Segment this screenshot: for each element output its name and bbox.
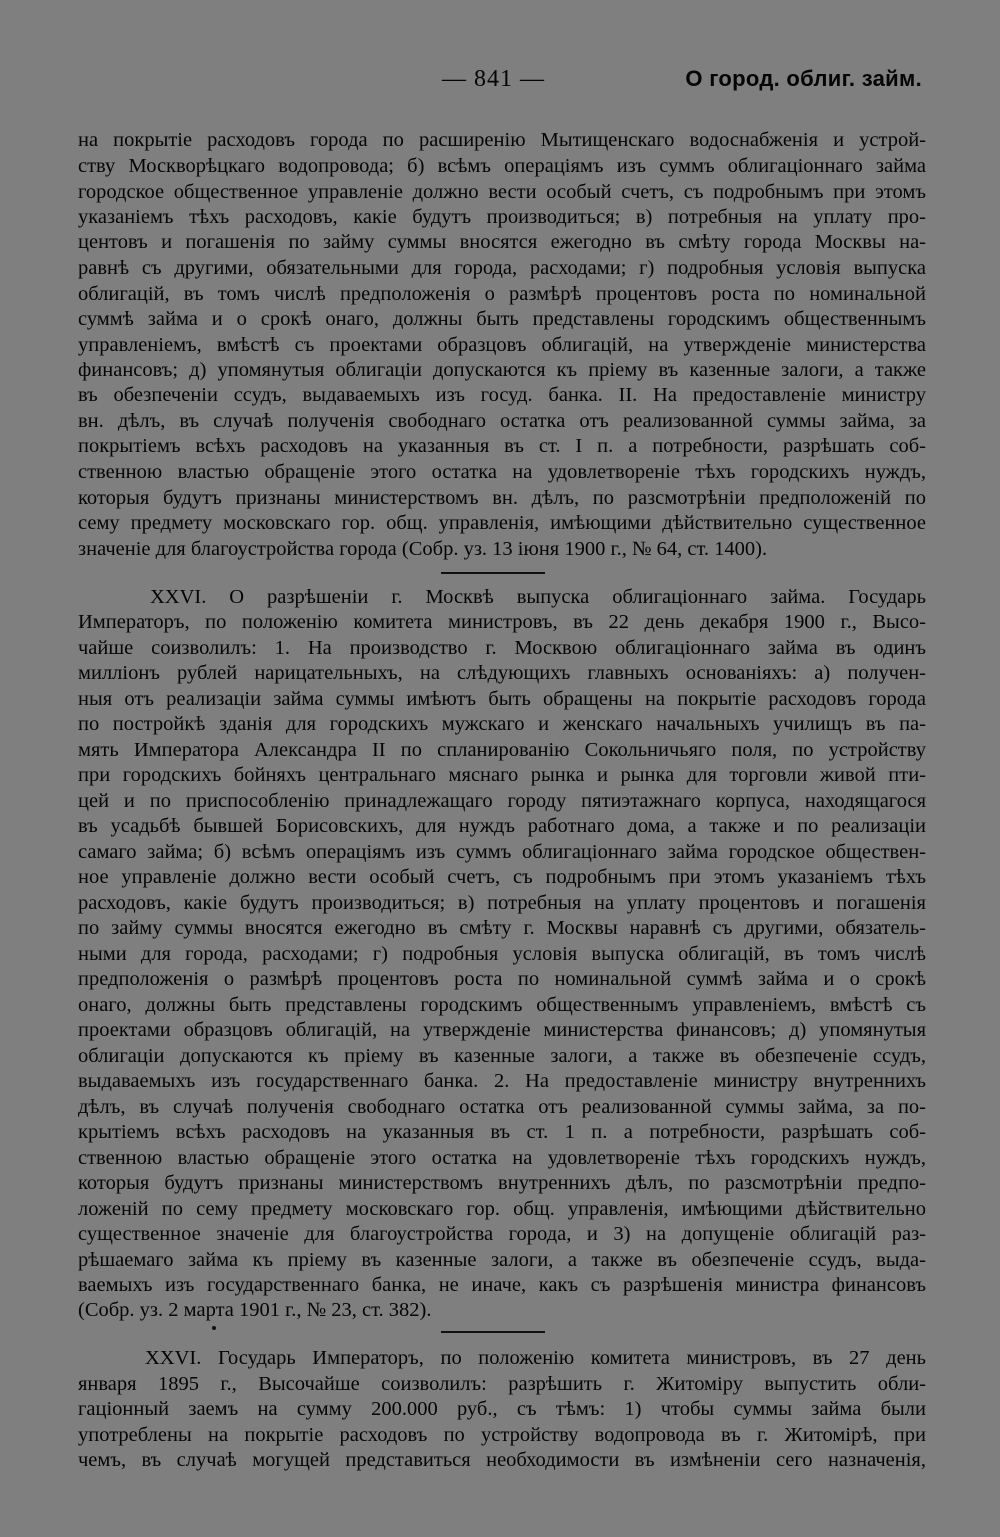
- text-line: цей и по приспособленію принадлежащаго городу пятиэтажнаго корпуса, находящагося: [78, 790, 926, 812]
- text-line: Императоръ, по положенію комитета министровъ, въ 22 день декабря 1900 г., Высо-: [78, 611, 926, 633]
- text-line: проектами образцовъ облигацій, на утвержденіе министерства финансовъ; д) упомянутыя: [78, 1019, 926, 1041]
- section-divider: [441, 572, 545, 574]
- text-line: которыя будутъ признаны министерствомъ внутреннихъ дѣлъ, по разсмотрѣніи предпо-: [78, 1172, 926, 1194]
- text-line: значеніе для благоустройства города (Собр. уз. 13 іюня 1900 г., № 64, ст. 1400).: [78, 538, 768, 560]
- page-header: [78, 66, 926, 102]
- text-line: указаніемъ тѣхъ расходовъ, какіе будутъ производиться; в) потребныя на уплату про-: [78, 206, 926, 228]
- text-line: которыя будутъ признаны министерствомъ вн. дѣлъ, по разсмотрѣніи предположеній по: [78, 487, 926, 509]
- text-line: покрытіемъ всѣхъ расходовъ на указанныя въ ст. I п. а потребности, разрѣшать соб-: [78, 435, 926, 457]
- text-line: ныя отъ реализаціи займа суммы имѣютъ быть обращены на покрытіе расходовъ города: [78, 688, 926, 710]
- text-line: финансовъ; д) упомянутыя облигаціи допускаются къ пріему въ казенные залоги, а также: [78, 359, 926, 381]
- text-line: суммѣ займа и о срокѣ онаго, должны быть представлены городскимъ общественнымъ: [78, 308, 926, 330]
- text-line: рѣшаемаго займа къ пріему въ казенные залоги, а также въ обезпеченіе ссудъ, выда-: [78, 1249, 926, 1271]
- text-line: чайше соизволилъ: 1. На производство г. Москвою облигаціоннаго займа въ одинъ: [78, 637, 926, 659]
- text-line: ству Москворѣцкаго водопровода; б) всѣмъ операціямъ изъ суммъ облигаціоннаго займа: [78, 155, 926, 177]
- text-line: ственною властью обращеніе этого остатка на удовлетвореніе тѣхъ городскихъ нуждъ,: [78, 461, 926, 483]
- text-line: (Собр. уз. 2 марта 1901 г., № 23, ст. 382).: [78, 1299, 432, 1321]
- page-number: — 841 —: [442, 66, 545, 92]
- text-line: въ обезпеченіи ссудъ, выдаваемыхъ изъ госуд. банка. II. На предоставленіе министру: [78, 384, 926, 406]
- text-line: чемъ, въ случаѣ могущей представиться необходимости въ измѣненіи сего назначенія,: [78, 1449, 926, 1471]
- text-line: милліонъ рублей нарицательныхъ, на слѣдующихъ главныхъ основаніяхъ: а) получен-: [78, 662, 926, 684]
- text-line: облигацій, въ томъ числѣ предположенія о размѣрѣ процентовъ роста по номинальной: [78, 283, 926, 305]
- text-line: января 1895 г., Высочайше соизволилъ: разрѣшить г. Житоміру выпустить обли-: [78, 1373, 926, 1395]
- text-line: городское общественное управленіе должно вести особый счетъ, съ подробнымъ при этомъ: [78, 181, 926, 203]
- text-line: управленіемъ, вмѣстѣ съ проектами образцовъ облигацій, на утвержденіе министерства: [78, 334, 926, 356]
- text-line: ложеній по сему предмету московскаго гор. общ. управленія, имѣющими дѣйствительно: [78, 1198, 926, 1220]
- section-heading-line: XXVI. О разрѣшеніи г. Москвѣ выпуска облигаціоннаго займа. Государь: [150, 586, 926, 608]
- text-line: облигаціи допускаются къ пріему въ казенные залоги, а также въ обезпеченіе ссудъ,: [78, 1045, 926, 1067]
- text-line: на покрытіе расходовъ города по расширенію Мытищенскаго водоснабженія и устрой-: [78, 129, 926, 151]
- text-line: самаго займа; б) всѣмъ операціямъ изъ суммъ облигаціоннаго займа городское обществен-: [78, 841, 926, 863]
- text-line: вн. дѣлъ, въ случаѣ полученія свободнаго остатка отъ реализованной суммы займа, за: [78, 410, 926, 432]
- text-line: центовъ и погашенія по займу суммы вносятся ежегодно въ смѣту города Москвы на-: [78, 231, 926, 253]
- text-line: по постройкѣ зданія для городскихъ мужскаго и женскаго начальныхъ училищъ въ па-: [78, 713, 926, 735]
- text-line: въ усадьбѣ бывшей Борисовскихъ, для нуждъ работнаго дома, а также и по реализаціи: [78, 815, 926, 837]
- text-line: дѣлъ, въ случаѣ полученія свободнаго остатка отъ реализованной суммы займа, за по-: [78, 1096, 926, 1118]
- text-line: ное управленіе должно вести особый счетъ, съ подробнымъ при этомъ указаніемъ тѣхъ: [78, 866, 926, 888]
- section-heading-line: XXVI. Государь Императоръ, по положенію комитета министровъ, въ 27 день: [145, 1347, 926, 1369]
- text-line: употреблены на покрытіе расходовъ по устройству водопровода въ г. Житомірѣ, при: [78, 1424, 926, 1446]
- text-line: крытіемъ всѣхъ расходовъ на указанныя въ ст. 1 п. а потребности, разрѣшать соб-: [78, 1121, 926, 1143]
- text-line: расходовъ, какіе будутъ производиться; в) потребныя на уплату процентовъ и погашенія: [78, 892, 926, 914]
- text-line: мять Императора Александра II по спланированію Сокольничьяго поля, по устройству: [78, 739, 926, 761]
- text-line: при городскихъ бойняхъ центральнаго мяснаго рынка и рынка для торговли живой пти-: [78, 764, 926, 786]
- text-line: ваемыхъ изъ государственнаго банка, не иначе, какъ съ разрѣшенія министра финансовъ: [78, 1274, 926, 1296]
- running-title: О город. облиг. займ.: [685, 66, 922, 91]
- text-line: ными для города, расходами; г) подробныя условія выпуска облигацій, въ томъ числѣ: [78, 943, 926, 965]
- text-line: по займу суммы вносятся ежегодно въ смѣту г. Москвы наравнѣ съ другими, обязатель-: [78, 917, 926, 939]
- text-line: онаго, должны быть представлены городскимъ общественнымъ управленіемъ, вмѣстѣ съ: [78, 994, 926, 1016]
- ink-speck: [212, 1326, 216, 1330]
- text-line: предположенія о размѣрѣ процентовъ роста по номинальной суммѣ займа и о срокѣ: [78, 968, 926, 990]
- text-line: ственною властью обращеніе этого остатка на удовлетвореніе тѣхъ городскихъ нуждъ,: [78, 1147, 926, 1169]
- text-line: существенное значеніе для благоустройства города, и 3) на допущеніе облигацій раз-: [78, 1223, 926, 1245]
- text-line: выдаваемыхъ изъ государственнаго банка. 2. На предоставленіе министру внутреннихъ: [78, 1070, 926, 1092]
- text-line: гаціонный заемъ на сумму 200.000 руб., съ тѣмъ: 1) чтобы суммы займа были: [78, 1398, 926, 1420]
- text-line: равнѣ съ другими, обязательными для города, расходами; г) подробныя условія выпуска: [78, 257, 926, 279]
- text-line: сему предмету московскаго гор. общ. управленія, имѣющими дѣйствительно существенное: [78, 512, 926, 534]
- section-divider: [441, 1331, 545, 1333]
